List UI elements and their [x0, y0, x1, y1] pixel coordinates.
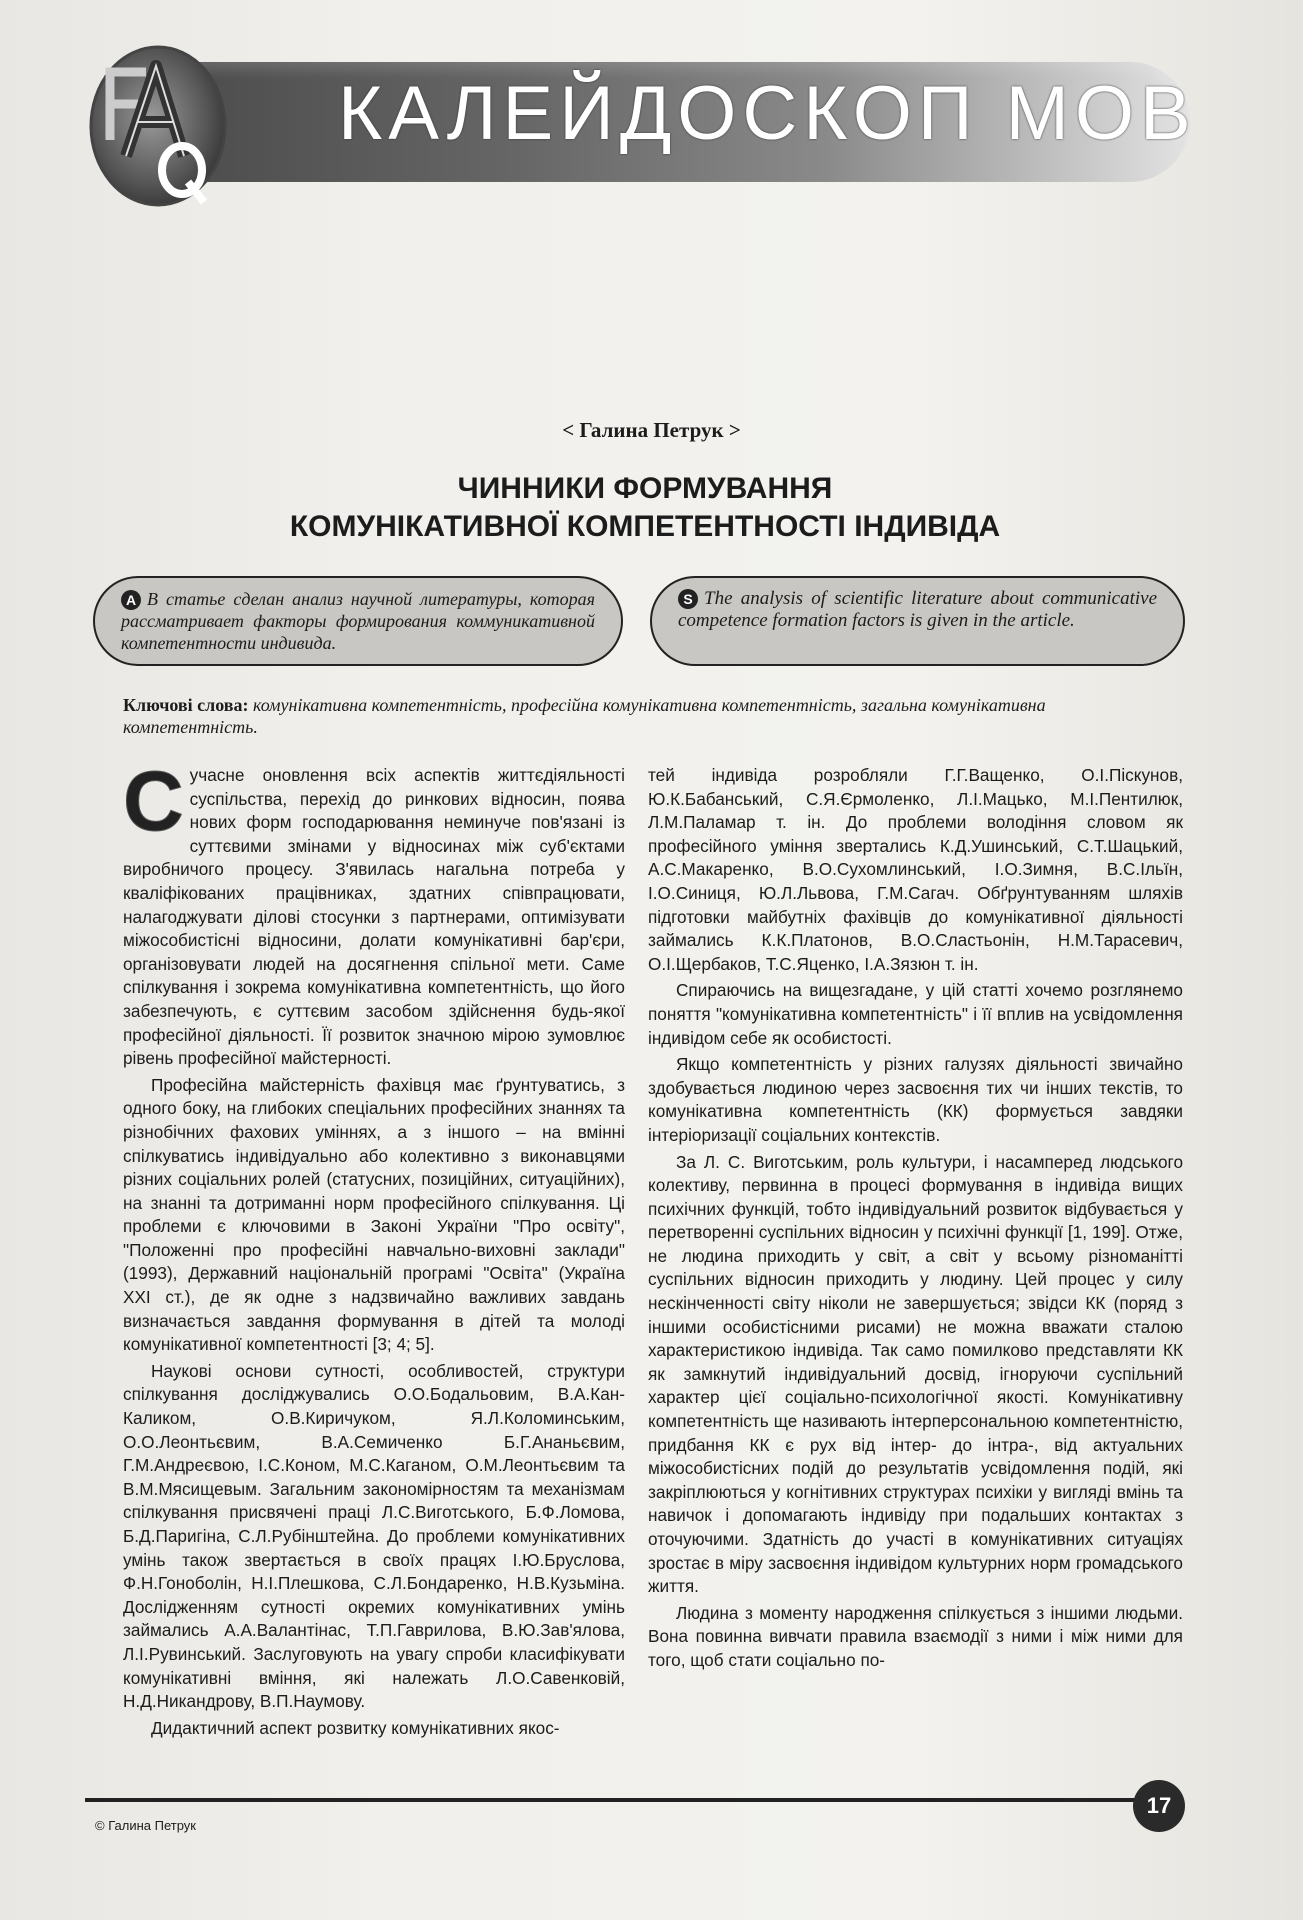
author-left-mark: <	[562, 418, 575, 442]
faq-logo-graphic	[88, 44, 228, 209]
abstract-ru-marker-icon: A	[121, 590, 141, 610]
paragraph: тей індивіда розробляли Г.Г.Ващенко, О.І.Піскунов, Ю.К.Бабанський, С.Я.Єрмоленко, Л.І.Мацько, М.І.Пентилюк, Л.М.Паламар т. ін. До проблеми володіння словом як професійного уміння звертались К.Д.Ушинський, С.Т.Шацький, А.С.Макаренко, В.О.Сухомлинський, І.О.Зимня, В.С.Ільїн, І.О.Синиця, Ю.Л.Львова, Г.М.Сагач. Обґрунтуванням шляхів підготовки майбутніх фахівців до комунікативної діяльності займались К.К.Платонов, В.О.Сластьонін, Н.М.Тарасевич, О.І.Щербаков, Т.С.Яценко, І.А.Зязюн т. ін.	[648, 765, 1183, 974]
paragraph: Професійна майстерність фахівця має ґрунтуватись, з одного боку, на глибоких спеціальних професійних знаннях та різнобічних фахових уміннях, а з іншого – на вмінні спілкуватись індивідуально або колективно з виконавцями різних соціальних ролей (статусних, позиційних, ситуаційних), на знанні та дотриманні норм професійного спілкування. Ці проблеми є ключовими в Законі України "Про освіту", "Положенні про професійні навчально-виховні заклади" (1993), Державний національній програмі "Освіта" (Україна XXI ст.), де як одне з надзвичайно важливих завдань визначається завдання формування в дітей та молоді комунікативної компетентності [3; 4; 5].	[123, 1074, 625, 1355]
body-column-right	[648, 764, 1183, 1764]
title-line-2: КОМУНІКАТИВНОЇ КОМПЕТЕНТНОСТІ ІНДИВІДА	[289, 510, 1001, 543]
title-line-1: ЧИННИКИ ФОРМУВАННЯ	[457, 472, 833, 505]
paragraph: Спираючись на вищезгадане, у цій статті хочемо розглянемо поняття "комунікативна компетентність" і її вплив на усвідомлення індивідом себе як особистості.	[648, 980, 1183, 1048]
keywords-text: комунікативна компетентність, професійна комунікативна компетентність, загальна комунікативна компетентність.	[123, 695, 1046, 737]
author-name: Галина Петрук	[579, 418, 724, 442]
body-column-left	[123, 764, 625, 1764]
section-title: КАЛЕЙДОСКОП МОВ	[338, 71, 1197, 156]
paragraph: Дидактичний аспект розвитку комунікативних якос-	[151, 1717, 560, 1738]
abstract-en-text: The analysis of scientific literature about communicative competence formation factors is given in the article.	[678, 588, 1157, 631]
keywords-label: Ключові слова:	[123, 695, 249, 715]
paragraph: Людина з моменту народження спілкується з іншими людьми. Вона повинна вивчати правила взаємодії з ними і між ними для того, щоб стати соціально по-	[648, 1602, 1183, 1670]
page-number: 17	[1133, 1780, 1185, 1832]
abstract-russian	[93, 576, 623, 666]
article-author	[0, 418, 1303, 443]
footer-copyright: © Галина Петрук	[95, 1818, 196, 1833]
paragraph: Якщо компетентність у різних галузях діяльності звичайно здобувається людиною через засвоєння тих чи інших текстів, то комунікативна компетентність (КК) формується завдяки інтеріоризації соціальних контекстів.	[648, 1054, 1183, 1145]
paragraph: За Л. С. Виготським, роль культури, і насамперед людського колективу, первинна в процесі формування в індивіда вищих психічних функцій, тобто індивідуальний розвиток відбувається у перетворенні суспільних відносин у психічні функції [1, 199]. Отже, не людина приходить у світ, а світ у всьому різноманітті суспільних відносин приходить у людину. Цей процес у силу нескінченності світу ніколи не завершується; звідси КК (поряд з іншими особистісними рисами) не можна вважати сталою характеристикою індивіда. Так само помилково представляти КК як замкнутий індивідуальний досвід, ігноруючи суспільний характер цієї соціально-психологічної якості. Комунікативну компетентність ще називають інтерперсональною компетентністю, придбання КК є рух від інтер- до інтра-, від актуальних міжособистісних подій до результатів усвідомлення подій, які закріплюються у когнітивних структурах психіки у вигляді вмінь та навичок і допомагають індивіду при подальших контактах з оточуючими. Здатність до участі в комунікативних ситуаціях зростає в міру засвоєння індивідом культурних норм громадського життя.	[648, 1151, 1183, 1597]
paragraph: Наукові основи сутності, особливостей, структури спілкування досліджувались О.О.Бодальовим, В.А.Кан-Каликом, О.В.Киричуком, Я.Л.Коломинським, О.О.Леонтьєвим, В.А.Семиченко Б.Г.Ананьєвим, Г.М.Андреєвою, І.С.Коном, М.С.Каганом, О.М.Леонтьєвим та В.М.Мясищевым. Загальним закономірностям та механізмам спілкування присвячені праці Л.С.Виготського, Б.Ф.Ломова, Б.Д.Паригіна, С.Л.Рубінштейна. До проблеми комунікативних умінь також звертається в своїх працях І.Ю.Бруслова, Ф.Н.Гоноболін, Н.І.Плешкова, С.Л.Бондаренко, Н.В.Кузьміна. Дослідженням сутності окремих комунікативних умінь займались А.А.Валантінас, Т.П.Гаврилова, В.Ю.Зав'ялова, Л.І.Рувинський. Заслуговують на увагу спроби класифікувати комунікативні вміння, які належать Л.О.Савенковій, Н.Д.Никандрову, В.П.Наумову.	[123, 1360, 625, 1712]
abstract-english	[650, 576, 1185, 666]
abstract-en-marker-icon: S	[678, 589, 698, 609]
drop-cap: С	[123, 764, 184, 848]
author-right-mark: >	[728, 418, 741, 442]
abstract-ru-text: В статье сделан анализ научной литературы, которая рассматривает факторы формирования коммуникативной компетентности индивида.	[121, 589, 595, 653]
paragraph	[123, 764, 625, 1071]
footer-rule	[85, 1798, 1145, 1802]
keywords	[123, 694, 1183, 738]
faq-logo-icon	[88, 44, 228, 209]
paragraph-text: учасне оновлення всіх аспектів життєдіяльності суспільства, перехід до ринкових відносин, поява нових форм господарювання неминуче пов'язані із суттєвими змінами у відносинах між суб'єктами виробничого процесу. З'явилась нагальна потреба у кваліфікованих працівниках, здатних співпрацювати, налагоджувати ділові стосунки з партнерами, оптимізувати міжособистісні відносини, долати комунікативні бар'єри, організовувати людей на досягнення спільної мети. Саме спілкування і зокрема комунікативна компетентність, що його забезпечують, є суттєвим засобом здійснення будь-якої професійної діяльності. Її розвиток значною мірою зумовлює рівень професійної майстерності.	[123, 765, 625, 1069]
article-title	[0, 470, 1290, 546]
